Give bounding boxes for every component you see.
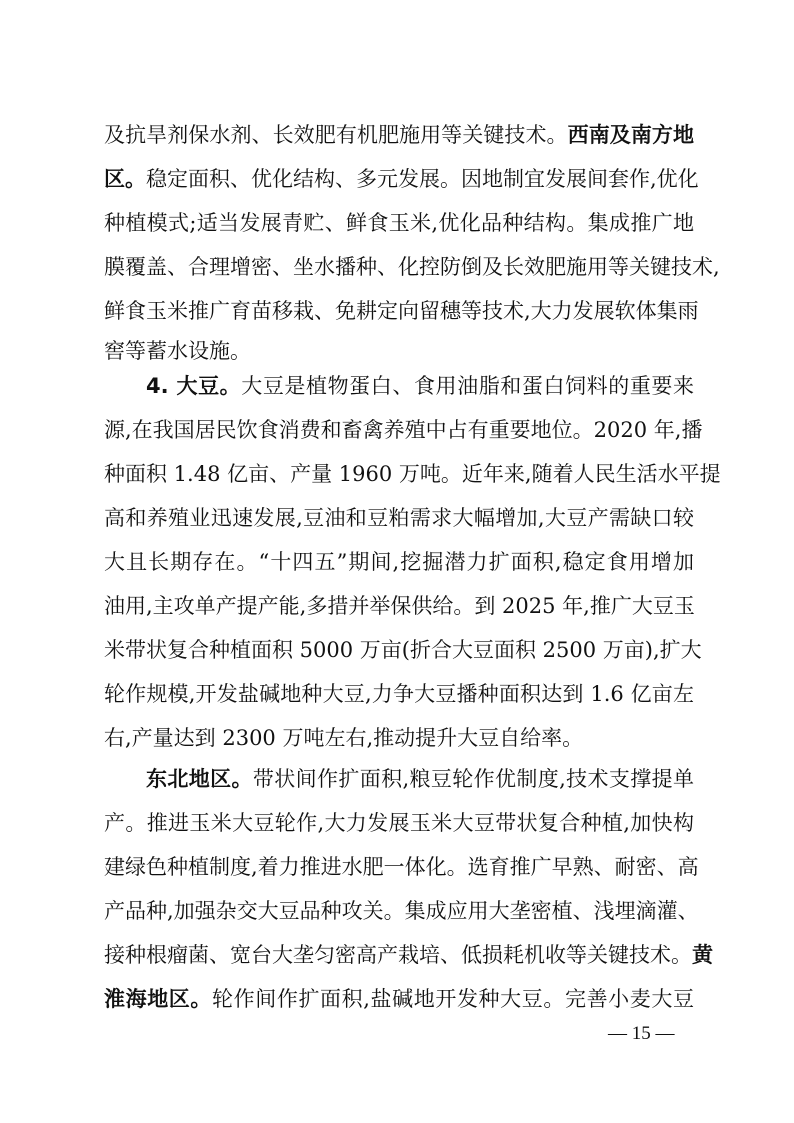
text-line [104, 852, 699, 882]
body-text: 产。推进玉米大豆轮作,大力发展玉米大豆带状复合种植,加快构 [104, 811, 694, 835]
body-text: 高和养殖业迅速发展,豆油和豆粕需求大幅增加,大豆产需缺口较 [104, 506, 694, 530]
body-text: 米带状复合种植面积 5000 万亩(折合大豆面积 2500 万亩),扩大 [104, 638, 702, 662]
body-text: 膜覆盖、合理增密、坐水播种、化控防倒及长效肥施用等关键技术, [104, 255, 720, 279]
text-line [104, 547, 694, 577]
bold-heading-text: 区。 [104, 167, 146, 191]
body-text: 带状间作扩面积,粮豆轮作优制度,技术支撑提单 [252, 767, 694, 791]
body-text: 右,产量达到 2300 万吨左右,推动提升大豆自给率。 [104, 726, 584, 750]
body-text: 轮作规模,开发盐碱地种大豆,力争大豆播种面积达到 1.6 亿亩左 [104, 682, 694, 706]
text-line [104, 296, 699, 326]
text-line [104, 723, 694, 753]
body-text: 大且长期存在。“十四五”期间,挖掘潜力扩面积,稳定食用增加 [104, 550, 694, 574]
body-text: 产品种,加强杂交大豆品种攻关。集成应用大垄密植、浅埋滴灌、 [104, 899, 699, 923]
body-text: 轮作间作扩面积,盐碱地开发种大豆。完善小麦大豆 [212, 987, 694, 1011]
text-line [104, 679, 694, 709]
bold-heading-text: 西南及南方地 [567, 123, 695, 147]
bold-heading-text: 黄 [692, 943, 713, 967]
body-text: 源,在我国居民饮食消费和畜禽养殖中占有重要地位。2020 年,播 [104, 418, 703, 442]
body-text: 种面积 1.48 亿亩、产量 1960 万吨。近年来,随着人民生活水平提 [104, 462, 721, 486]
body-text: 建绿色种植制度,着力推进水肥一体化。选育推广早熟、耐密、高 [104, 855, 699, 879]
body-text: 及抗旱剂保水剂、长效肥有机肥施用等关键技术。 [104, 123, 568, 147]
body-text: 油用,主攻单产提产能,多措并举保供给。到 2025 年,推广大豆玉 [104, 594, 695, 618]
text-line [104, 164, 699, 194]
text-line [104, 984, 694, 1014]
bold-heading-text: 4. 大豆。 [146, 374, 242, 398]
text-line [146, 371, 694, 401]
text-line [104, 120, 694, 150]
text-line [104, 252, 720, 282]
text-line [104, 940, 713, 970]
text-line [104, 808, 694, 838]
body-text: 种植模式;适当发展青贮、鲜食玉米,优化品种结构。集成推广地 [104, 211, 694, 235]
body-text: 鲜食玉米推广育苗移栽、免耕定向留穗等技术,大力发展软体集雨 [104, 299, 699, 323]
text-line [104, 336, 694, 366]
body-text: 稳定面积、优化结构、多元发展。因地制宜发展间套作,优化 [146, 167, 699, 191]
text-line [146, 764, 694, 794]
page-number: — 15 — [608, 1023, 675, 1044]
text-line [104, 635, 702, 665]
text-line [104, 896, 699, 926]
bold-heading-text: 东北地区。 [146, 767, 253, 791]
text-line [104, 459, 721, 489]
body-text: 窖等蓄水设施。 [104, 339, 251, 363]
body-text: 接种根瘤菌、宽台大垄匀密高产栽培、低损耗机收等关键技术。 [104, 943, 692, 967]
body-text: 大豆是植物蛋白、食用油脂和蛋白饲料的重要来 [241, 374, 694, 398]
text-line [104, 208, 694, 238]
text-line [104, 415, 703, 445]
text-line [104, 503, 694, 533]
text-line [104, 591, 694, 621]
bold-heading-text: 淮海地区。 [104, 987, 213, 1011]
